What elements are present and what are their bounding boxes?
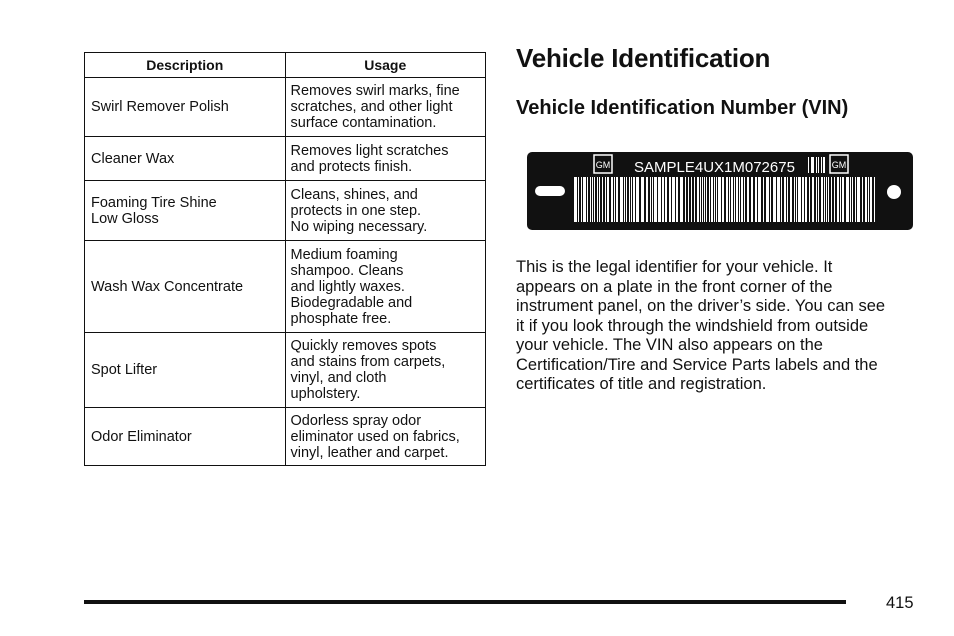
description-text: Foaming Tire Shine <box>91 194 217 211</box>
usage-text: Medium foaming <box>290 246 398 263</box>
body-text-line: your vehicle. The VIN also appears on the <box>516 336 823 354</box>
usage-text: and protects finish. <box>290 158 413 175</box>
description-text: Cleaner Wax <box>91 150 175 167</box>
description-cell <box>85 181 286 241</box>
usage-cell <box>285 78 486 137</box>
mounting-hole-icon <box>887 185 901 199</box>
body-text-line: certificates of title and registration. <box>516 375 767 393</box>
table-row <box>85 78 486 137</box>
car-care-products-table <box>84 52 486 466</box>
usage-text: scratches, and other light <box>290 99 453 115</box>
description-cell <box>85 137 286 181</box>
vin-description-paragraph <box>516 258 926 395</box>
usage-text: upholstery. <box>290 386 361 402</box>
table-row <box>85 333 486 408</box>
section-title: Vehicle Identification <box>516 43 771 73</box>
column-header-description: Description <box>85 53 286 78</box>
description-text: Wash Wax Concentrate <box>91 278 244 295</box>
usage-text: Quickly removes spots <box>290 338 437 354</box>
body-text-line: Certification/Tire and Service Parts labels and the <box>516 355 878 374</box>
body-text-line: appears on a plate in the front corner of the <box>516 277 833 296</box>
description-cell <box>85 241 286 333</box>
description-cell <box>85 78 286 137</box>
table-header-row <box>85 53 486 78</box>
table-row <box>85 181 486 241</box>
description-cell <box>85 333 286 408</box>
description-text: Swirl Remover Polish <box>91 99 229 115</box>
table-row <box>85 241 486 333</box>
usage-cell <box>285 408 486 466</box>
usage-text: Removes light scratches <box>290 142 449 159</box>
usage-cell <box>285 333 486 408</box>
table-row <box>85 137 486 181</box>
usage-text: Odorless spray odor <box>290 412 422 429</box>
table-row <box>85 408 486 466</box>
usage-text: Removes swirl marks, fine <box>290 83 460 99</box>
usage-cell <box>285 241 486 333</box>
usage-text: No wiping necessary. <box>290 218 428 235</box>
usage-cell <box>285 137 486 181</box>
vin-number-text: SAMPLE4UX1M072675 <box>634 159 795 176</box>
usage-text: surface contamination. <box>290 115 437 131</box>
page-number: 415 <box>886 594 914 612</box>
gm-logo-text: GM <box>831 160 847 170</box>
subsection-title: Vehicle Identification Number (VIN) <box>516 97 849 119</box>
body-text-line: instrument panel, on the driver’s side. You can see <box>516 297 886 315</box>
description-text: Low Gloss <box>91 210 159 227</box>
usage-text: vinyl, and cloth <box>290 370 387 386</box>
usage-cell <box>285 181 486 241</box>
usage-text: vinyl, leather and carpet. <box>290 444 449 461</box>
usage-text: Biodegradable and <box>290 294 413 311</box>
description-text: Spot Lifter <box>91 362 158 378</box>
gm-logo-text: GM <box>595 160 611 170</box>
footer-rule <box>84 600 846 604</box>
mounting-slot-icon <box>535 186 565 196</box>
description-cell <box>85 408 286 466</box>
usage-text: phosphate free. <box>290 310 392 327</box>
usage-text: and stains from carpets, <box>290 354 446 370</box>
usage-text: shampoo. Cleans <box>290 262 404 279</box>
usage-text: Cleans, shines, and <box>290 186 418 203</box>
usage-text: eliminator used on fabrics, <box>290 428 460 445</box>
usage-text: protects in one step. <box>290 202 422 219</box>
body-text-line: This is the legal identifier for your vehicle. It <box>516 258 833 276</box>
usage-text: and lightly waxes. <box>290 278 405 295</box>
vin-plate-illustration <box>526 150 914 232</box>
body-text-line: it if you look through the windshield from outside <box>516 316 869 335</box>
description-text: Odor Eliminator <box>91 428 192 445</box>
column-header-usage: Usage <box>285 53 486 78</box>
